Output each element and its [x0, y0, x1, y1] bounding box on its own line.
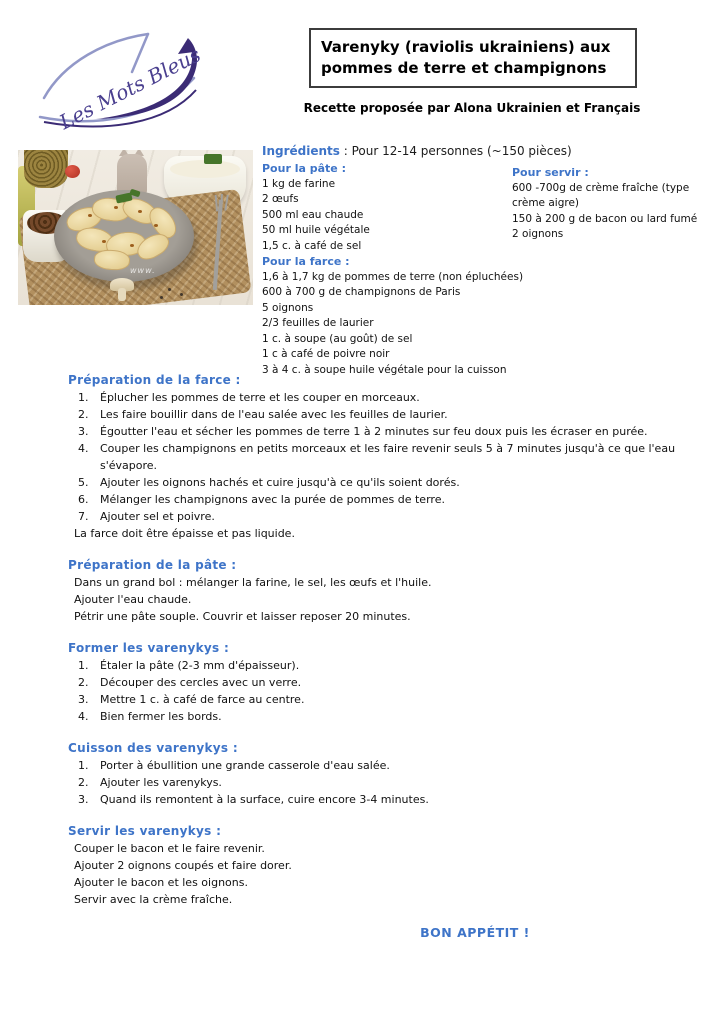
fried-onion [114, 206, 118, 209]
peppercorn [180, 293, 183, 296]
ingredient-item: 500 ml eau chaude [262, 208, 364, 221]
ingredients-column-left [262, 161, 524, 378]
ingredient-item: 5 oignons [262, 301, 314, 314]
ingredients-label: Ingrédients [262, 144, 340, 158]
ingredient-item: 2 oignons [512, 228, 564, 240]
section-heading: Former les varenykys : [68, 641, 230, 655]
ingredient-item: 1 c à café de poivre noir [262, 348, 390, 360]
ingredient-item: 3 à 4 c. à soupe huile végétale pour la cuisson [262, 363, 507, 376]
step-item: Ajouter les oignons hachés et cuire jusqu'à ce qu'ils soient dorés. [100, 476, 460, 489]
parsley-icon [204, 154, 222, 164]
section-note: Ajouter 2 oignons coupés et faire dorer. [74, 859, 292, 872]
step-item: Étaler la pâte (2-3 mm d'épaisseur). [100, 659, 300, 672]
ingredients-serving: : Pour 12-14 personnes (~150 pièces) [339, 144, 572, 158]
section-note: Ajouter l'eau chaude. [74, 593, 192, 606]
section-note: Couper le bacon et le faire revenir. [74, 842, 265, 855]
step-item: Bien fermer les bords. [100, 710, 222, 723]
ingredient-group-title: Pour servir : [512, 166, 589, 179]
step-item: Quand ils remontent à la surface, cuire encore 3-4 minutes. [100, 793, 429, 806]
mushroom-stem [118, 288, 126, 301]
step-item: Porter à ébullition une grande casserole d'eau salée. [100, 759, 390, 772]
step-item: Les faire bouillir dans de l'eau salée avec les feuilles de laurier. [100, 408, 448, 421]
boat-swoosh-icon [36, 20, 211, 138]
peppercorn [160, 296, 163, 299]
ingredient-item: 1,6 à 1,7 kg de pommes de terre (non épluchées) [262, 270, 524, 283]
ingredient-item: 1 kg de farine [262, 177, 336, 190]
recipe-section [68, 640, 692, 725]
recipe-sections [68, 372, 692, 923]
step-item: Mélanger les champignons avec la purée de pommes de terre. [100, 493, 445, 506]
step-item: Mettre 1 c. à café de farce au centre. [100, 693, 305, 706]
mustard-jar [24, 150, 68, 188]
step-item: Couper les champignons en petits morceaux et les faire revenir seuls 5 à 7 minutes jusqu'à ce que l'eau s'évapore. [100, 442, 676, 472]
fried-onion [102, 240, 106, 243]
watermark: www. [130, 266, 156, 275]
ingredient-item: 50 ml huile végétale [262, 224, 370, 236]
ingredient-item: 1 c. à soupe (au goût) de sel [262, 332, 413, 345]
step-item: Ajouter les varenykys. [100, 776, 222, 789]
section-steps [68, 657, 692, 725]
ingredient-item: 600 -700g de crème fraîche (type crème aigre) [512, 181, 690, 209]
ingredient-item: 600 à 700 g de champignons de Paris [262, 286, 461, 298]
recipe-section [68, 557, 692, 625]
section-heading: Préparation de la pâte : [68, 558, 237, 572]
step-item: Éplucher les pommes de terre et les couper en morceaux. [100, 391, 420, 404]
logo-text: Les Mots Bleus [55, 42, 205, 135]
recipe-subtitle: Recette proposée par Alona Ukrainien et Français [303, 101, 641, 115]
ingredient-group-title: Pour la pâte : [262, 162, 346, 175]
peppercorn [168, 288, 171, 291]
step-item: Découper des cercles avec un verre. [100, 676, 302, 689]
fried-onion [138, 210, 142, 213]
fried-onion [154, 224, 158, 227]
section-note: Servir avec la crème fraîche. [74, 893, 233, 906]
fried-onion [130, 244, 134, 247]
recipe-section [68, 372, 692, 542]
fried-onion [88, 214, 92, 217]
ingredient-item: 2 œufs [262, 193, 299, 205]
ingredient-group-title: Pour la farce : [262, 255, 350, 268]
section-heading: Cuisson des varenykys : [68, 741, 238, 755]
bon-appetit: BON APPÉTIT ! [420, 925, 530, 940]
recipe-section [68, 823, 692, 908]
section-note: La farce doit être épaisse et pas liquide. [74, 527, 295, 540]
step-item: Égoutter l'eau et sécher les pommes de terre 1 à 2 minutes sur feu doux puis les écraser en purée. [100, 425, 648, 438]
section-note: Ajouter le bacon et les oignons. [74, 876, 248, 889]
page-title: Varenyky (raviolis ukrainiens) aux pommes de terre et champignons [309, 28, 637, 88]
logo [36, 20, 211, 138]
recipe-section [68, 740, 692, 808]
section-note: Dans un grand bol : mélanger la farine, le sel, les œufs et l'huile. [74, 576, 432, 589]
section-heading: Servir les varenykys : [68, 824, 222, 838]
section-heading: Préparation de la farce : [68, 373, 241, 387]
ingredients-column-right [512, 165, 714, 243]
ingredient-item: 150 à 200 g de bacon ou lard fumé [512, 212, 698, 225]
ingredient-item: 1,5 c. à café de sel [262, 239, 362, 252]
ingredients-heading [262, 144, 572, 158]
ingredient-item: 2/3 feuilles de laurier [262, 317, 374, 329]
section-steps [68, 389, 692, 525]
tomato [65, 165, 80, 178]
step-item: Ajouter sel et poivre. [100, 510, 215, 523]
section-note: Pétrir une pâte souple. Couvrir et laisser reposer 20 minutes. [74, 610, 411, 623]
food-photo [18, 150, 253, 305]
section-steps [68, 757, 692, 808]
